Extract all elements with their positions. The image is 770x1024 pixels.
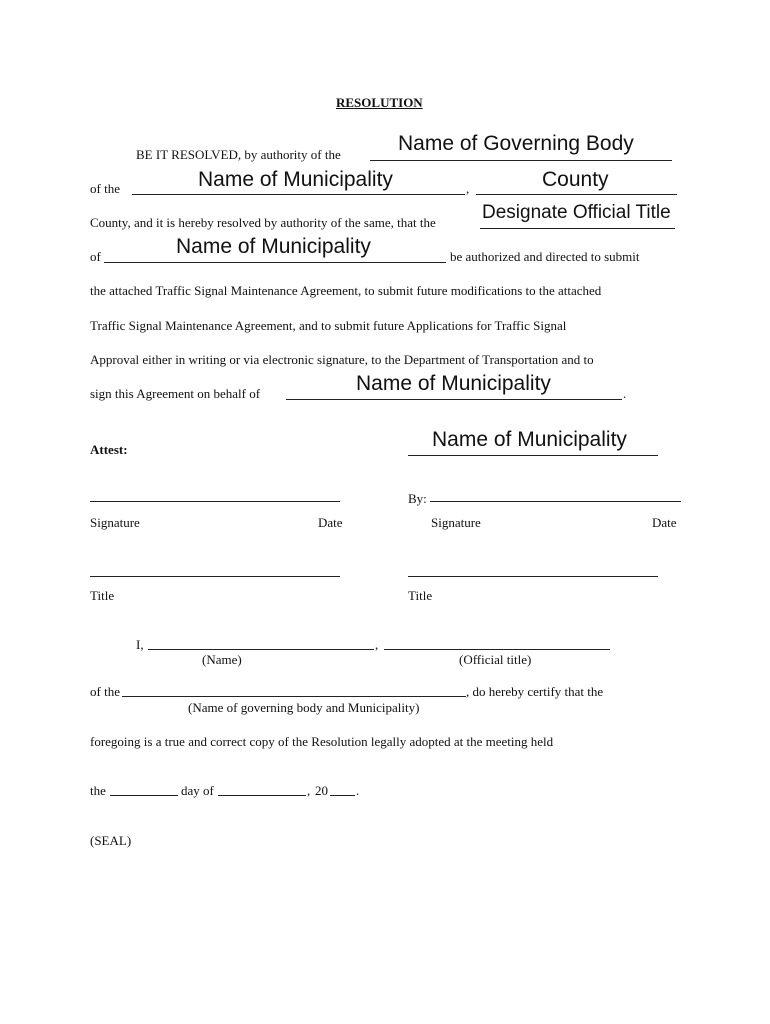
name-caption: (Name) [202, 652, 242, 667]
document-title: RESOLUTION [336, 95, 423, 110]
certify-text: , do hereby certify that the [466, 684, 604, 699]
year-line[interactable] [330, 795, 355, 796]
comma-separator: , [466, 181, 470, 196]
attest-label: Attest: [90, 442, 128, 457]
title-line-right[interactable] [408, 576, 658, 577]
signature-label-right: Signature [431, 515, 481, 530]
seal-label: (SEAL) [90, 833, 132, 848]
county-underline [476, 194, 677, 195]
official-title-caption: (Official title) [459, 652, 532, 667]
i-label: I, [136, 637, 144, 652]
day-of-label: day of [181, 783, 214, 798]
municipality-3-underline [286, 399, 622, 400]
resolved-line-1: BE IT RESOLVED, by authority of the [136, 147, 341, 162]
resolved-line-4-suffix: be authorized and directed to submit [450, 249, 640, 264]
municipality-field-3[interactable]: Name of Municipality [356, 372, 551, 395]
governing-caption: (Name of governing body and Municipality) [188, 700, 420, 715]
year-prefix: 20 [315, 783, 328, 798]
of-the-label-2: of the [90, 684, 120, 699]
comma-separator-2: , [307, 783, 311, 798]
signature-label-left: Signature [90, 515, 140, 530]
title-label-right: Title [408, 588, 433, 603]
date-label-left: Date [318, 515, 343, 530]
governing-body-municipality-line[interactable] [122, 696, 466, 697]
resolved-line-3: County, and it is hereby resolved by authority of the same, that the [90, 215, 436, 230]
year-period: . [356, 783, 360, 798]
signature-line-left[interactable] [90, 501, 340, 502]
day-line[interactable] [110, 795, 178, 796]
cert-official-title-line[interactable] [384, 649, 610, 650]
title-label-left: Title [90, 588, 115, 603]
official-title-field[interactable]: Designate Official Title [482, 202, 671, 223]
governing-body-underline [370, 160, 672, 161]
resolved-line-8: sign this Agreement on behalf of [90, 386, 261, 401]
resolved-line-7: Approval either in writing or via electronic signature, to the Department of Transportation and to [90, 352, 594, 367]
municipality-field[interactable]: Name of Municipality [198, 168, 393, 191]
of-label: of [90, 249, 101, 264]
month-line[interactable] [218, 795, 306, 796]
municipality-2-underline [104, 262, 446, 263]
attest-municipality-field[interactable]: Name of Municipality [432, 428, 627, 451]
cert-name-line[interactable] [148, 649, 374, 650]
the-label: the [90, 783, 106, 798]
municipality-underline [132, 194, 465, 195]
period: . [623, 386, 627, 401]
governing-body-field[interactable]: Name of Governing Body [398, 132, 634, 155]
of-the-label: of the [90, 181, 120, 196]
official-title-underline [480, 228, 675, 229]
by-label: By: [408, 491, 427, 506]
resolved-line-6: Traffic Signal Maintenance Agreement, and to submit future Applications for Traffic Signal [90, 318, 567, 333]
county-field[interactable]: County [542, 168, 609, 191]
signature-line-right[interactable] [430, 501, 681, 502]
resolved-line-5: the attached Traffic Signal Maintenance Agreement, to submit future modifications to the attached [90, 283, 602, 298]
attest-municipality-underline [408, 455, 658, 456]
municipality-field-2[interactable]: Name of Municipality [176, 235, 371, 258]
title-line-left[interactable] [90, 576, 340, 577]
date-label-right: Date [652, 515, 677, 530]
cert-comma: , [375, 637, 379, 652]
foregoing-text: foregoing is a true and correct copy of the Resolution legally adopted at the meeting held [90, 734, 554, 749]
